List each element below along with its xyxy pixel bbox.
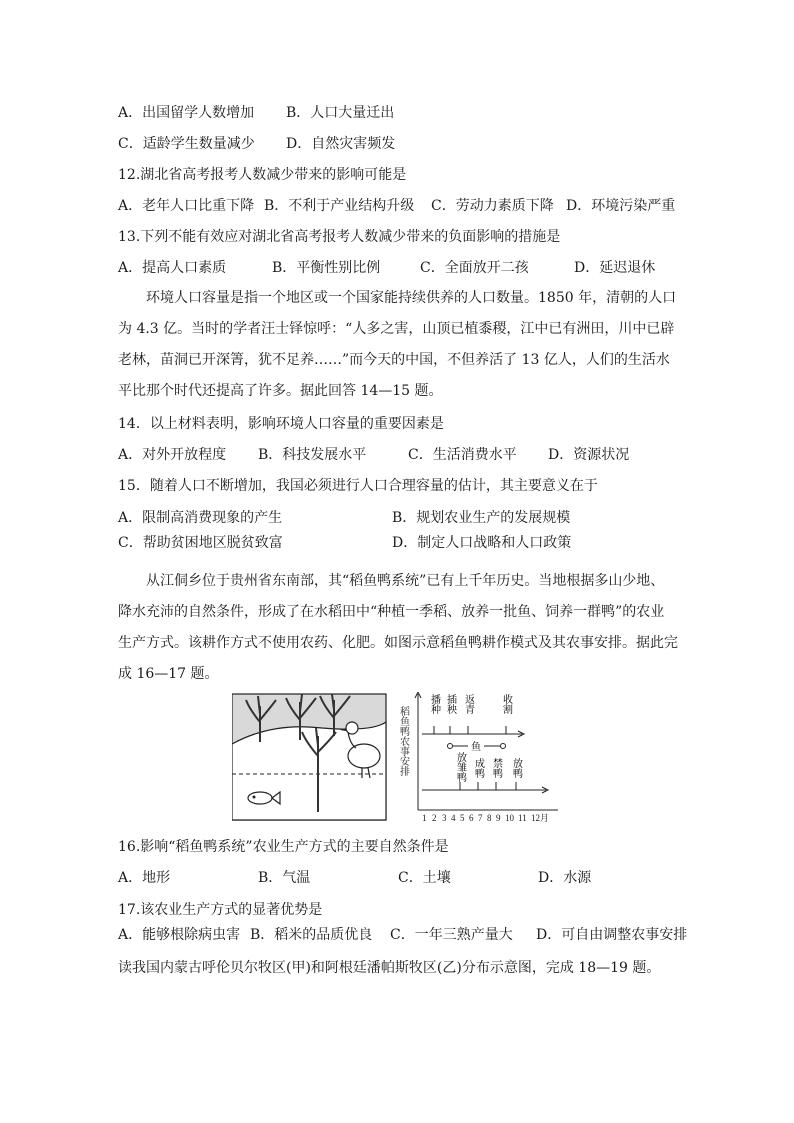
q11-option-b: B．人口大量迁出	[286, 105, 395, 121]
q12-option-c: C．劳动力素质下降	[431, 198, 554, 214]
q12-option-a: A．老年人口比重下降	[118, 198, 255, 214]
month-ticks	[422, 813, 549, 822]
month-tick: 7	[478, 813, 483, 822]
q13-stem: 13.下列不能有效应对湖北省高考报考人数减少带来的负面影响的措施是	[118, 229, 561, 245]
q17-option-a: A．能够根除病虫害	[118, 927, 241, 943]
event-transplant: 插秧	[444, 694, 456, 714]
q13-option-c: C．全面放开二孩	[420, 260, 529, 276]
q15-option-a: A．限制高消费现象的产生	[118, 510, 283, 526]
month-tick: 1	[422, 813, 427, 822]
q17-option-b: B．稻米的品质优良	[250, 927, 373, 943]
month-tick: 8	[487, 813, 492, 822]
fish-label: 鱼	[471, 742, 481, 753]
q16-option-a: A．地形	[118, 870, 171, 886]
q11-option-a: A．出国留学人数增加	[118, 105, 255, 121]
q16-option-b: B．气温	[258, 870, 311, 886]
q17-stem: 17.该农业生产方式的显著优势是	[118, 902, 323, 918]
q13-option-a: A．提高人口素质	[118, 260, 227, 276]
event-regreen: 返青	[462, 694, 474, 714]
event-adult-duck: 成鸭	[472, 758, 484, 778]
event-release-duck: 放鸭	[510, 758, 522, 778]
q12-option-b: B．不利于产业结构升级	[264, 198, 415, 214]
month-tick: 12月	[531, 813, 550, 822]
month-tick: 2	[432, 813, 437, 822]
month-tick: 3	[442, 813, 447, 822]
q14-option-c: C．生活消费水平	[408, 447, 517, 463]
q15-option-d: D．制定人口战略和人口政策	[392, 535, 572, 551]
q13-option-b: B．平衡性别比例	[272, 260, 381, 276]
passage-population-capacity: 环境人口容量是指一个地区或一个国家能持续供养的人口数量。1850 年，清朝的人口为 4.3 亿。当时的学者汪士铎惊呼：“人多之害，山顶已植黍稷，江中已有洲田，川中已辟老林，苗洞已开深箐，犹不足养……”而今天的中国，不但养活了 13 亿人，人们的生活水平比那个时代还提高了许多。据此回答 14—15 题。	[118, 290, 677, 399]
chart-axis-label: 稻鱼鸭农事安排	[397, 706, 409, 776]
month-tick: 10	[505, 813, 514, 822]
q14-option-b: B．科技发展水平	[258, 447, 367, 463]
q16-stem: 16.影响“稻鱼鸭系统”农业生产方式的主要自然条件是	[118, 839, 449, 855]
month-tick: 5	[460, 813, 465, 822]
q14-option-d: D．资源状况	[548, 447, 630, 463]
month-tick: 4	[451, 813, 456, 822]
figure-svg	[232, 692, 562, 822]
q11-option-d: D．自然灾害频发	[286, 136, 396, 152]
q13-option-d: D．延迟退休	[574, 260, 656, 276]
event-harvest: 收割	[500, 694, 512, 714]
event-no-duck: 禁鸭	[490, 758, 502, 778]
event-sowing: 播种	[428, 694, 440, 714]
q12-option-d: D．环境污染严重	[566, 198, 676, 214]
q14-stem: 14．以上材料表明，影响环境人口容量的重要因素是	[118, 416, 444, 432]
event-duckling: 放雏鸭	[454, 752, 466, 782]
q15-option-c: C．帮助贫困地区脱贫致富	[118, 535, 283, 551]
q15-option-b: B．规划农业生产的发展规模	[392, 510, 571, 526]
q17-option-d: D．可自由调整农事安排	[536, 927, 688, 943]
month-tick: 11	[518, 813, 527, 822]
month-tick: 6	[469, 813, 474, 822]
q17-option-c: C．一年三熟产量大	[390, 927, 513, 943]
q12-stem: 12.湖北省高考报考人数减少带来的影响可能是	[118, 167, 407, 183]
q16-option-d: D．水源	[538, 870, 592, 886]
passage-rice-fish-duck: 从江侗乡位于贵州省东南部，其“稻鱼鸭系统”已有上千年历史。当地根据多山少地、降水充沛的自然条件，形成了在水稻田中“种植一季稻、放养一批鱼、饲养一群鸭”的农业生产方式。该耕作方式不使用农药、化肥。如图示意稻鱼鸭耕作模式及其农事安排。据此完成 16—17 题。	[118, 573, 678, 682]
q16-option-c: C．土壤	[398, 870, 451, 886]
farm-calendar-chart	[398, 692, 559, 822]
q15-stem: 15．随着人口不断增加，我国必须进行人口合理容量的估计，其主要意义在于	[118, 478, 598, 494]
rice-fish-duck-figure	[232, 692, 562, 822]
month-tick: 9	[496, 813, 501, 822]
q18-intro: 读我国内蒙古呼伦贝尔牧区(甲)和阿根廷潘帕斯牧区(乙)分布示意图，完成 18—19 题。	[118, 960, 661, 976]
paddy-illustration	[232, 694, 386, 820]
q14-option-a: A．对外开放程度	[118, 447, 227, 463]
q11-option-c: C．适龄学生数量减少	[118, 136, 255, 152]
